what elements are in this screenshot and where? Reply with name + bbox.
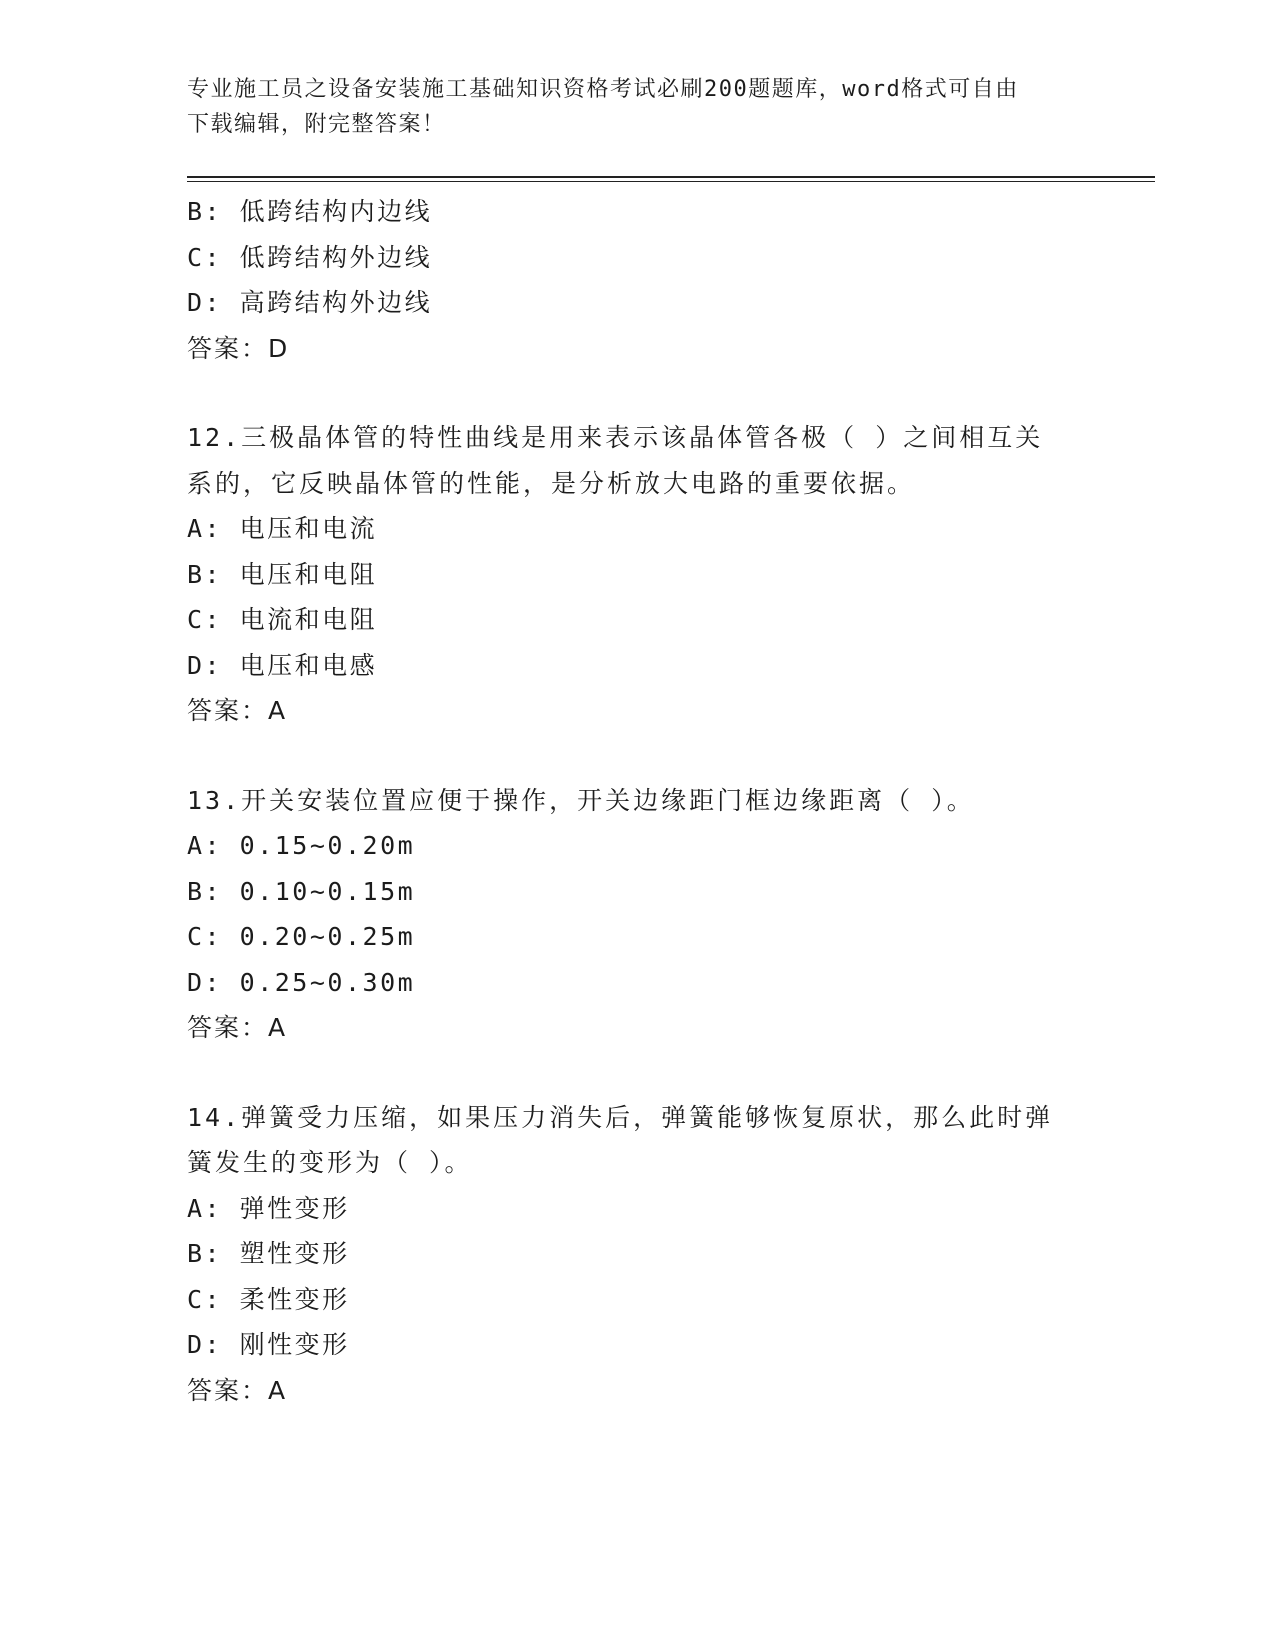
question-14 <box>187 1095 1087 1414</box>
question-list <box>187 189 1087 1413</box>
question-14-answer: 答案：A <box>187 1375 288 1405</box>
question-14-stem-line-2: 簧发生的变形为（ ）。 <box>187 1148 473 1177</box>
header-title-line-1: 专业施工员之设备安装施工基础知识资格考试必刷200题题库，word格式可自由 <box>187 77 1019 102</box>
question-14-stem-line-1: 14.弹簧受力压缩，如果压力消失后，弹簧能够恢复原状，那么此时弹 <box>187 1102 1054 1132</box>
question-11 <box>187 189 1087 371</box>
header-divider-thick <box>187 176 1155 178</box>
question-12-option-d: D: 电压和电感 <box>187 650 378 680</box>
question-13-option-d: D: 0.25~0.30m <box>187 967 416 997</box>
question-11-option-c: C: 低跨结构外边线 <box>187 242 433 272</box>
question-12-answer: 答案：A <box>187 696 288 725</box>
question-14-option-c: C: 柔性变形 <box>187 1284 350 1314</box>
question-13 <box>187 778 1087 1051</box>
header-title-line-2: 下载编辑，附完整答案！ <box>187 112 446 137</box>
question-11-option-b: B: 低跨结构内边线 <box>187 197 433 226</box>
question-12-stem-line-2: 系的，它反映晶体管的性能，是分析放大电路的重要依据。 <box>187 468 916 498</box>
question-12 <box>187 415 1087 734</box>
question-11-answer: 答案：D <box>187 333 290 363</box>
question-spacer <box>187 371 1087 415</box>
question-13-option-a: A: 0.15~0.20m <box>187 831 416 860</box>
document-header <box>187 72 1087 142</box>
question-13-option-c: C: 0.20~0.25m <box>187 922 416 951</box>
question-14-option-d: D: 刚性变形 <box>187 1330 350 1359</box>
question-14-option-b: B: 塑性变形 <box>187 1239 350 1268</box>
question-12-stem-line-1: 12.三极晶体管的特性曲线是用来表示该晶体管各极（ ）之间相互关 <box>187 423 1044 452</box>
question-spacer <box>187 734 1087 778</box>
question-12-option-a: A: 电压和电流 <box>187 514 378 543</box>
question-14-option-a: A: 弹性变形 <box>187 1193 350 1223</box>
question-11-option-d: D: 高跨结构外边线 <box>187 288 433 317</box>
question-13-stem-line-1: 13.开关安装位置应便于操作，开关边缘距门框边缘距离（ ）。 <box>187 785 975 815</box>
question-13-option-b: B: 0.10~0.15m <box>187 876 416 906</box>
question-12-option-b: B: 电压和电阻 <box>187 559 378 589</box>
question-12-option-c: C: 电流和电阻 <box>187 605 378 634</box>
question-spacer <box>187 1051 1087 1095</box>
header-divider-thin <box>187 181 1155 182</box>
question-13-answer: 答案：A <box>187 1013 288 1042</box>
